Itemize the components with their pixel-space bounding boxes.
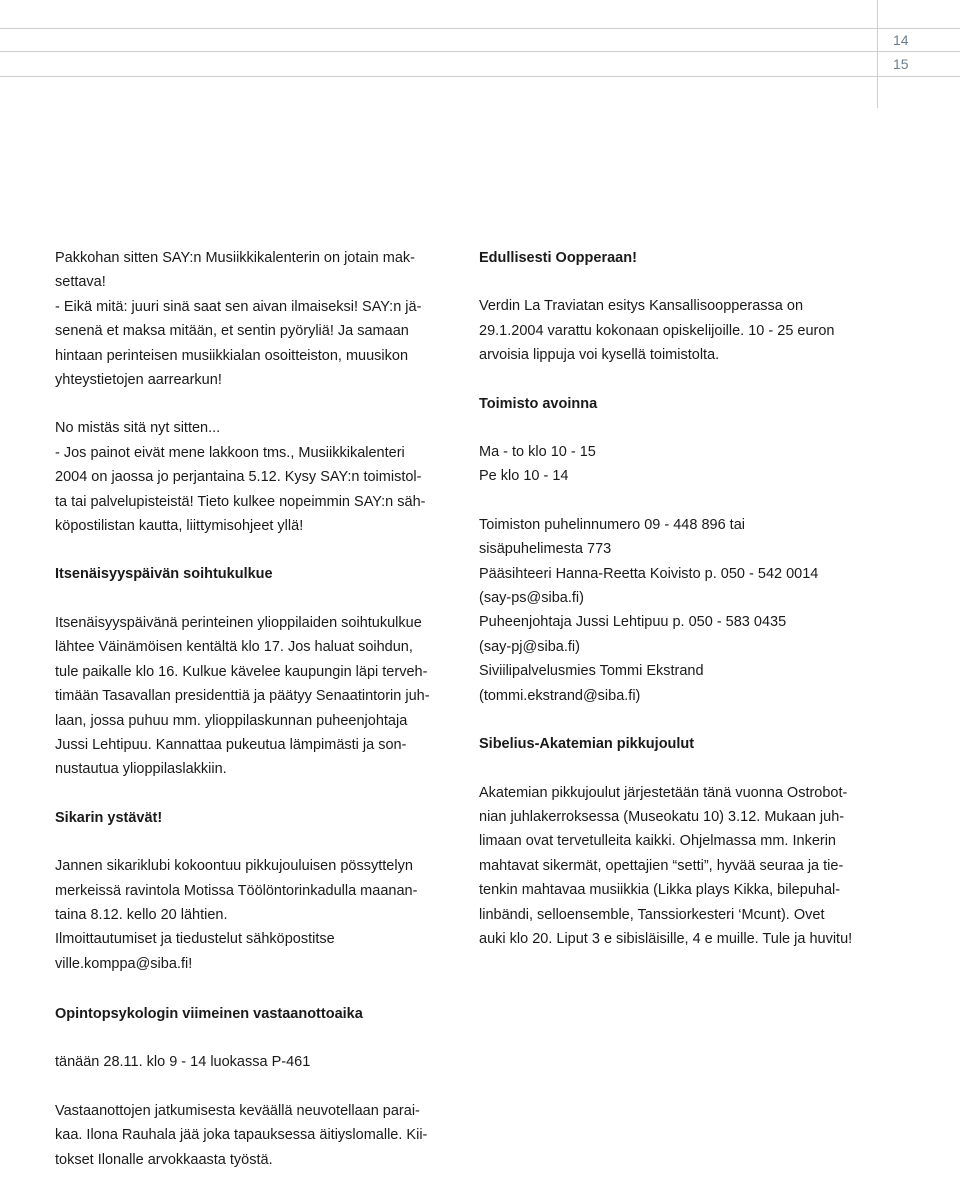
left-column — [55, 246, 457, 1000]
office-contacts-text: Toimiston puhelinnumero 09 - 448 896 tai sisäpuhelimesta 773 Pääsihteeri Hanna-Reetta Koivisto p. 050 - 542 0014 (say-ps@siba.fi) Puheenjohtaja Jussi Lehtipuu p. 050 - 583 0435 (say-pj@siba.fi) Siviilipalvelusmies Tommi Ekstrand (tommi.ekstrand@siba.fi) — [479, 516, 819, 704]
psychologist-text: Vastaanottojen jatkumisesta keväällä neuvotellaan parai- kaa. Ilona Rauhala jää joka tapauksessa äitiyslomalle. Kii- tokset Ilonalle arvokkaasta työstä. — [55, 1102, 428, 1168]
musiikkikalenteri-intro: Pakkohan sitten SAY:n Musiikkikalenterin on jotain mak- settava! - Eikä mitä: juuri sinä saat sen aivan ilmaiseksi! SAY:n jä- senenä et maksa mitään, et sentin pyöryliä! Ja samaan hintaan perinteisen musiikkialan osoitteiston, muusikon yhteystietojen aarrearkun! — [55, 250, 422, 389]
heading-psychologist: Opintopsykologin viimeinen vastaanottoaika — [55, 1006, 363, 1022]
header-rule-middle — [0, 51, 960, 52]
header-rule-vertical — [877, 0, 878, 108]
heading-christmas-party: Sibelius-Akatemian pikkujoulut — [479, 736, 695, 753]
heading-office-hours: Toimisto avoinna — [479, 395, 598, 412]
independence-day-procession-text: Itsenäisyyspäivänä perinteinen ylioppilaiden soihtukulkue lähtee Väinämöisen kentältä klo 17. Jos haluat soihdun, tule paikalle klo 16. Kulkue kävelee kaupungin läpi terveh- timään Tasavallan presidenttiä ja päätyy Senaatintorin juh- laan, jossa puhuu mm. ylioppilaskunnan puheenjohtaja Jussi Lehtipuu. Kannattaa pukeutua lämpimästi ja son- nustautua ylioppilaslakkiin. — [55, 614, 430, 778]
office-hours-text: Ma - to klo 10 - 15 Pe klo 10 - 14 — [479, 444, 596, 485]
christmas-party-text: Akatemian pikkujoulut järjestetään tänä vuonna Ostrobot- nian juhlakerroksessa (Museokatu 10) 3.12. Mukaan juh- limaan ovat tervetulleita kaikki. Ohjelmassa mm. Inkerin mahtavat sikermät, opettajien “setti”, hyvää seuraa ja tie- tenkin mahtavaa musiikkia (Likka plays Kikka, bilepuhal- linbändi, selloensemble, Tanssiorkesteri ‘Mcunt). Ovet auki klo 20. Liput 3 e sibisläisille, 4 e muille. Tule ja huvitu! — [479, 784, 853, 947]
heading-independence-day-procession: Itsenäisyyspäivän soihtukulkue — [55, 566, 273, 583]
bottom-section — [55, 1002, 457, 1196]
page-number-top: 14 — [893, 32, 909, 48]
header-rule-bottom — [0, 76, 960, 77]
heading-opera: Edullisesti Oopperaan! — [479, 250, 637, 266]
header-rule-top — [0, 28, 960, 29]
right-column — [479, 246, 875, 975]
musiikkikalenteri-availability: No mistäs sitä nyt sitten... - Jos painot eivät mene lakkoon tms., Musiikkikalenteri 2004 on jaossa jo perjantaina 5.12. Kysy SAY:n toimistol- ta tai palvelupisteistä! Tieto kulkee nopeimmin SAY:n säh- köpostilistan kautta, liittymisohjeet yllä! — [55, 420, 426, 535]
heading-cigar-friends: Sikarin ystävät! — [55, 809, 163, 826]
cigar-club-text: Jannen sikariklubi kokoontuu pikkujouluisen pössyttelyn merkeissä ravintola Motissa Töölöntorinkadulla maanan- taina 8.12. kello 20 lähtien. Ilmoittautumiset ja tiedustelut sähköpostitse ville.komppa@siba.fi! — [55, 858, 418, 972]
page-number-bottom: 15 — [893, 56, 909, 72]
psychologist-time: tänään 28.11. klo 9 - 14 luokassa P-461 — [55, 1054, 311, 1071]
opera-text: Verdin La Traviatan esitys Kansallisoopperassa on 29.1.2004 varattu kokonaan opiskelijoille. 10 - 25 euron arvoisia lippuja voi kysellä toimistolta. — [479, 298, 835, 364]
